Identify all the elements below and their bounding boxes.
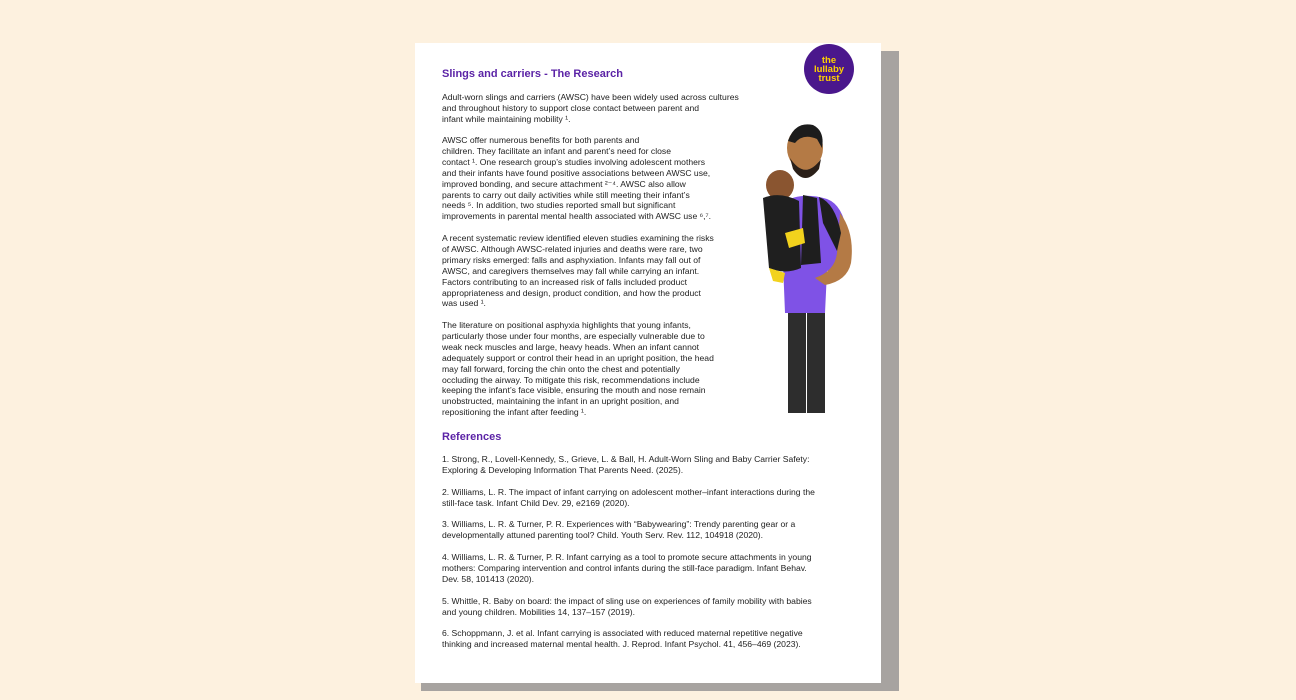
- paragraph-asphyxia: [442, 320, 714, 418]
- parent-with-baby-carrier-illustration: [755, 103, 865, 413]
- page-title: Slings and carriers - The Research: [442, 68, 623, 80]
- logo-line: trust: [818, 72, 840, 84]
- text-line: occluding the airway. To mitigate this risk, recommendations include: [442, 374, 700, 385]
- text-line: A recent systematic review identified eleven studies examining the risks: [442, 233, 714, 243]
- text-line: keeping the infant’s face visible, ensuring the mouth and nose remain: [442, 385, 706, 396]
- text-line: 4. Williams, L. R. & Turner, P. R. Infant carrying as a tool to promote secure attachments in young: [442, 552, 812, 562]
- text-line: improved bonding, and secure attachment ²⁻⁴. AWSC also allow: [442, 178, 686, 189]
- reference-item: [442, 596, 862, 618]
- reference-item: [442, 454, 862, 476]
- text-line: Dev. 58, 101413 (2020).: [442, 573, 535, 584]
- text-line: needs ⁵. In addition, two studies reported small but significant: [442, 200, 676, 211]
- text-line: primary risks emerged: falls and asphyxiation. Infants may fall out of: [442, 254, 701, 265]
- paragraph-benefits: [442, 135, 711, 222]
- text-line: and their infants have found positive associations between AWSC use,: [442, 167, 711, 178]
- document-page: [415, 43, 881, 683]
- text-line: children. They facilitate an infant and parent’s need for close: [442, 145, 671, 156]
- text-line: particularly those under four months, are especially vulnerable due to: [442, 330, 705, 341]
- text-line: 2. Williams, L. R. The impact of infant carrying on adolescent mother–infant interactions during the: [442, 487, 815, 497]
- text-line: unobstructed, maintaining the infant in an upright position, and: [442, 396, 679, 407]
- reference-item: [442, 628, 862, 650]
- text-line: and throughout history to support close contact between parent and: [442, 102, 700, 113]
- paragraph-intro: [442, 92, 739, 125]
- text-line: Factors contributing to an increased risk of falls included product: [442, 276, 688, 287]
- text-line: was used ¹.: [442, 298, 486, 309]
- text-line: AWSC offer numerous benefits for both parents and: [442, 135, 640, 145]
- text-line: adequately support or control their head in an upright position, the head: [442, 352, 714, 363]
- text-line: developmentally attuned parenting tool? Child. Youth Serv. Rev. 112, 104918 (2020).: [442, 529, 764, 540]
- text-line: 6. Schoppmann, J. et al. Infant carrying is associated with reduced maternal repetitive negative: [442, 628, 803, 638]
- text-line: mothers: Comparing intervention and control infants during the still-face paradigm. Infant Behav.: [442, 562, 807, 573]
- references-heading: References: [442, 431, 502, 443]
- text-line: weak neck muscles and large, heavy heads. When an infant cannot: [442, 341, 700, 352]
- reference-item: [442, 552, 862, 585]
- text-line: and young children. Mobilities 14, 137–157 (2019).: [442, 606, 636, 617]
- text-line: 3. Williams, L. R. & Turner, P. R. Experiences with “Babywearing”: Trendy parenting gear or a: [442, 519, 796, 529]
- logo-line: lullaby: [813, 63, 845, 75]
- text-line: AWSC, and caregivers themselves may fall while carrying an infant.: [442, 265, 700, 276]
- text-line: infant while maintaining mobility ¹.: [442, 113, 571, 124]
- text-line: improvements in parental mental health associated with AWSC use ⁶,⁷.: [442, 211, 712, 222]
- text-line: of AWSC. Although AWSC-related injuries and deaths were rare, two: [442, 243, 703, 254]
- text-line: parents to carry out daily activities while still meeting their infant’s: [442, 189, 690, 200]
- text-line: may fall forward, forcing the chin onto the chest and potentially: [442, 363, 680, 374]
- text-line: contact ¹. One research group’s studies involving adolescent mothers: [442, 156, 706, 167]
- text-line: repositioning the infant after feeding ¹.: [442, 407, 587, 418]
- text-line: Exploring & Developing Information That Parents Need. (2025).: [442, 464, 684, 475]
- text-line: 5. Whittle, R. Baby on board: the impact of sling use on experiences of family mobility with babies: [442, 596, 812, 606]
- text-line: appropriateness and design, product condition, and how the product: [442, 287, 701, 298]
- text-line: still-face task. Infant Child Dev. 29, e2169 (2020).: [442, 497, 630, 508]
- paragraph-risks: [442, 233, 714, 309]
- text-line: Adult-worn slings and carriers (AWSC) have been widely used across cultures: [442, 92, 739, 102]
- text-line: 1. Strong, R., Lovell-Kennedy, S., Grieve, L. & Ball, H. Adult-Worn Sling and Baby Carrier Safety:: [442, 454, 810, 464]
- reference-item: [442, 519, 862, 541]
- logo-line: the: [821, 54, 837, 66]
- text-line: thinking and increased maternal mental health. J. Reprod. Infant Psychol. 41, 456–469 (2023).: [442, 638, 801, 649]
- reference-item: [442, 487, 862, 509]
- lullaby-trust-logo: [804, 44, 854, 94]
- text-line: The literature on positional asphyxia highlights that young infants,: [442, 320, 691, 330]
